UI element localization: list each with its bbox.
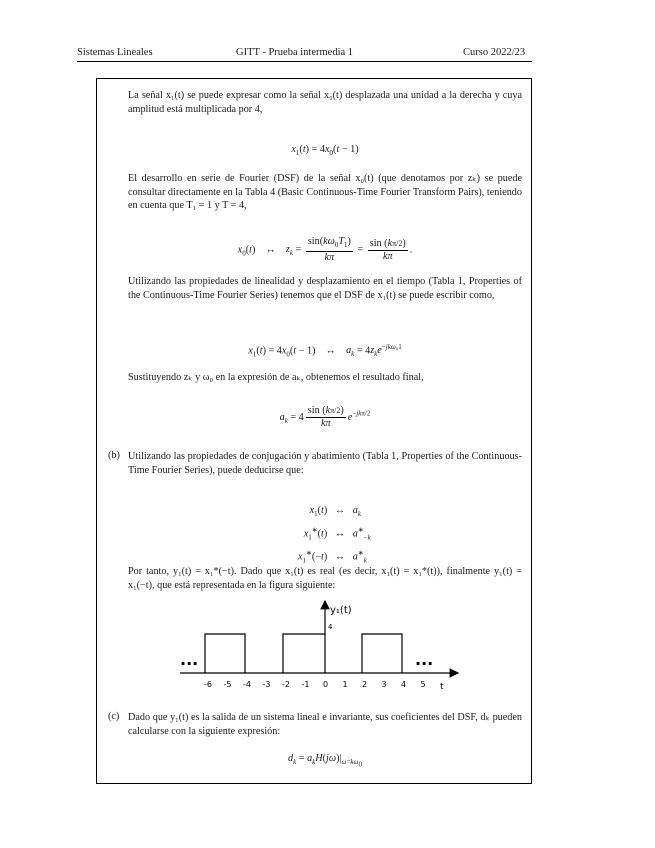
paragraph-6: Por tanto, y₁(t) = x₁*(−t). Dado que x₁(t) es real (es decir, x₁(t) = x₁*(t)), finalmente y₁(t) = x₁(−t), que está representada en la figura siguiente:: [128, 566, 522, 591]
paragraph-5: Utilizando las propiedades de conjugación y abatimiento (Tabla 1, Properties of the Continuous-Time Fourier Series), puede deducirse que:: [128, 451, 522, 476]
equation-x1: $x_1(t) = 4x_0(t - 1)$: [291, 144, 359, 158]
amplitude-label: 4: [328, 623, 333, 631]
pulse-1: [205, 634, 245, 673]
tick-label: -6: [204, 680, 212, 689]
ellipsis-right: ...: [415, 650, 434, 669]
tick-label: -3: [262, 680, 271, 689]
x-axis-label: t: [440, 682, 444, 692]
equation-dk: $d_k = a_kH(j\omega)|_{\omega=k\omega_0}$: [288, 753, 362, 769]
paragraph-4: Sustituyendo zₖ y ω₀ en la expresión de aₖ, obtenemos el resultado final,: [128, 372, 424, 383]
tick-label: 3: [381, 680, 387, 689]
ellipsis-left: ...: [180, 650, 199, 669]
tick-label: -1: [301, 680, 310, 689]
pulse-3: [362, 634, 402, 673]
tick-label: -2: [282, 680, 290, 689]
pulse-2: [283, 634, 325, 673]
tick-label: -4: [243, 680, 251, 689]
header-right: Curso 2022/23: [463, 47, 526, 58]
header-rule: [77, 61, 532, 62]
equation-ak: $x_1(t) = 4x_0(t - 1)$ ↔ $a_k = 4z_ke^{-jk\omega_01}$: [248, 343, 402, 359]
tick-label: 4: [401, 680, 407, 689]
tick-label: -5: [223, 680, 232, 689]
tick-label: 5: [420, 680, 426, 689]
y-axis-label: y₁(t): [330, 605, 352, 616]
header-center: GITT - Prueba intermedia 1: [236, 47, 354, 58]
tick-label: 0: [323, 680, 329, 689]
paragraph-3: Utilizando las propiedades de linealidad y desplazamiento en el tiempo (Tabla 1, Properties of the Continuous-Time Fourier Series) tenemos que el DSF de x₁(t) se puede escribir como,: [128, 276, 522, 301]
paragraph-2: El desarrollo en serie de Fourier (DSF) de la señal x₀(t) (que denotamos por zₖ) se puede consultar directamente en la Tabla 4 (Basic Continuous-Time Fourier Transform Pairs), teniendo en cuenta que T₁ = 1 y T = 4,: [128, 173, 522, 211]
paragraph-1: La señal x₁(t) se puede expresar como la señal x₀(t) desplazada una unidad a la derecha y cuya amplitud está multiplicada por 4,: [128, 90, 522, 115]
label-b: (b): [108, 450, 120, 461]
tick-label: 1: [342, 680, 348, 689]
signal-figure: [170, 595, 470, 695]
equation-ak-final: $a_k = 4$ $\frac{\sin (k\pi/2)}{k\pi}$ $e^{-jk\pi/2}$: [279, 405, 371, 429]
equation-properties: $x_1(t)$ ↔ $a_k$ $x_1^∗(t)$ ↔ $a^∗_{-k}$ $x_1^∗(-t)$ ↔ $a^∗_k$: [297, 505, 371, 565]
label-c: (c): [108, 711, 120, 722]
paragraph-7: Dado que y₁(t) es la salida de un sistema lineal e invariante, sus coeficientes del DSF, dₖ pueden calcularse con la siguiente expresión:: [128, 712, 522, 737]
equation-zk: $x_0(t)$ ↔ $z_k$ = $\frac{\sin(k\omega_0T_1)}{k\pi}$ = $\frac{\sin (k\pi/2)}{k\pi}$ .: [237, 236, 413, 264]
tick-label: 2: [362, 680, 368, 689]
header-left: Sistemas Lineales: [77, 47, 153, 58]
